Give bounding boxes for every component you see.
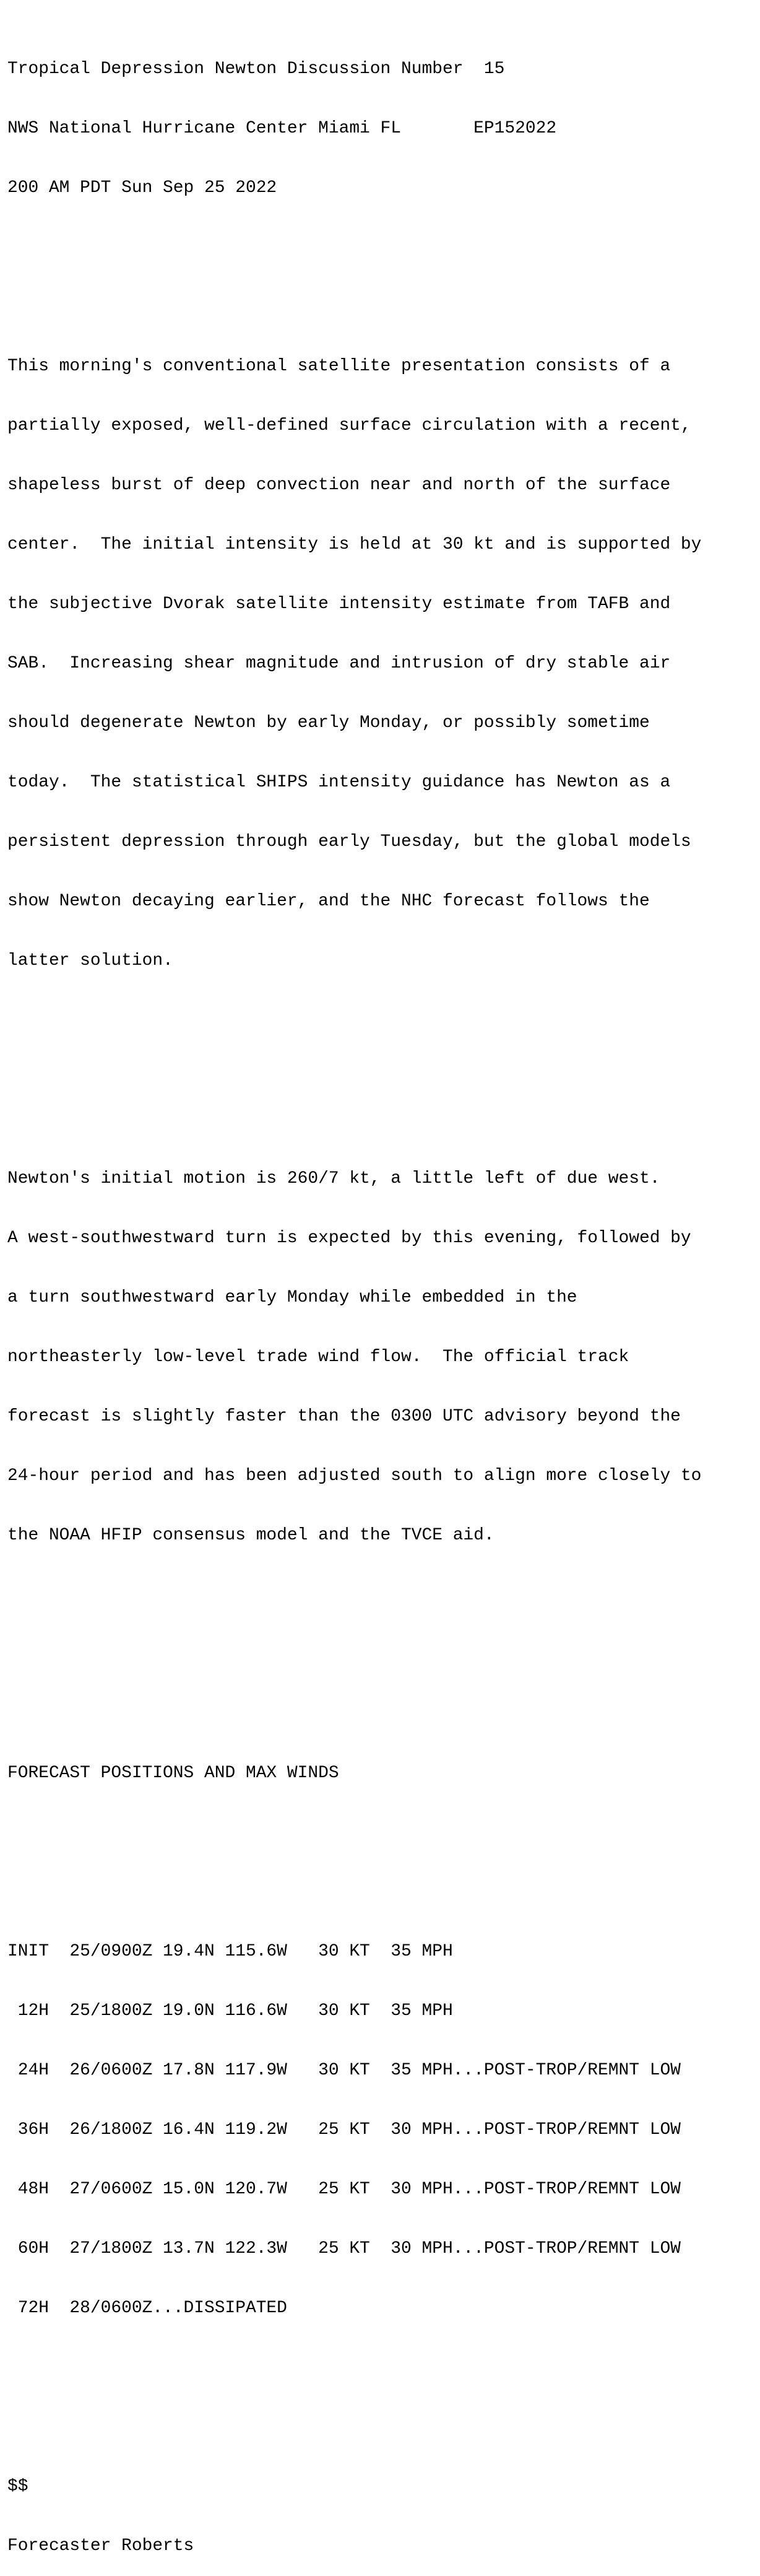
paragraph-line: latter solution. <box>7 951 173 970</box>
forecast-row: 60H 27/1800Z 13.7N 122.3W 25 KT 30 MPH...POST-TROP/REMNT LOW <box>7 2239 681 2258</box>
track-paragraph <box>7 1129 701 1585</box>
paragraph-line: center. The initial intensity is held at 30 kt and is supported by <box>7 535 702 554</box>
issue-time-line: 200 AM PDT Sun Sep 25 2022 <box>7 178 277 198</box>
blank-line <box>7 1823 701 1843</box>
paragraph-line: northeasterly low-level trade wind flow. The official track <box>7 1347 629 1367</box>
blank-line <box>7 1625 701 1645</box>
paragraph-line: forecast is slightly faster than the 0300 UTC advisory beyond the <box>7 1407 681 1426</box>
forecast-row: INIT 25/0900Z 19.4N 115.6W 30 KT 35 MPH <box>7 1942 453 1961</box>
end-separator: $$ <box>7 2477 28 2496</box>
forecast-table <box>7 1902 701 2358</box>
forecast-row: 48H 27/0600Z 15.0N 120.7W 25 KT 30 MPH...POST-TROP/REMNT LOW <box>7 2180 681 2199</box>
office-line: NWS National Hurricane Center Miami FL EP152022 <box>7 119 557 138</box>
forecast-row: 12H 25/1800Z 19.0N 116.6W 30 KT 35 MPH <box>7 2001 453 2021</box>
blank-line <box>7 1684 701 1704</box>
paragraph-line: today. The statistical SHIPS intensity guidance has Newton as a <box>7 773 671 792</box>
forecast-heading: FORECAST POSITIONS AND MAX WINDS <box>7 1764 339 1783</box>
blank-line <box>7 2398 701 2417</box>
forecast-row: 24H 26/0600Z 17.8N 117.9W 30 KT 35 MPH...POST-TROP/REMNT LOW <box>7 2061 681 2080</box>
forecast-row: 72H 28/0600Z...DISSIPATED <box>7 2299 287 2318</box>
paragraph-line: persistent depression through early Tuesday, but the global models <box>7 832 691 851</box>
paragraph-line: shapeless burst of deep convection near and north of the surface <box>7 476 671 495</box>
paragraph-line: Newton's initial motion is 260/7 kt, a little left of due west. <box>7 1169 660 1188</box>
forecast-row: 36H 26/1800Z 16.4N 119.2W 25 KT 30 MPH...POST-TROP/REMNT LOW <box>7 2120 681 2139</box>
paragraph-line: partially exposed, well-defined surface circulation with a recent, <box>7 416 691 435</box>
paragraph-line: a turn southwestward early Monday while embedded in the <box>7 1288 577 1307</box>
paragraph-line: A west-southwestward turn is expected by this evening, followed by <box>7 1229 691 1248</box>
paragraph-line: the NOAA HFIP consensus model and the TVCE aid. <box>7 1526 494 1545</box>
paragraph-line: show Newton decaying earlier, and the NHC forecast follows the <box>7 892 650 911</box>
paragraph-line: the subjective Dvorak satellite intensity estimate from TAFB and <box>7 594 671 614</box>
paragraph-line: 24-hour period and has been adjusted south to align more closely to <box>7 1466 702 1486</box>
title-line: Tropical Depression Newton Discussion Number 15 <box>7 59 505 79</box>
forecaster-signature: Forecaster Roberts <box>7 2536 194 2556</box>
discussion-document <box>7 20 701 2576</box>
paragraph-line: SAB. Increasing shear magnitude and intrusion of dry stable air <box>7 654 671 673</box>
blank-line <box>7 238 701 258</box>
paragraph-line: should degenerate Newton by early Monday, or possibly sometime <box>7 713 650 733</box>
blank-line <box>7 1050 701 1070</box>
paragraph-line: This morning's conventional satellite presentation consists of a <box>7 357 671 376</box>
intensity-paragraph <box>7 317 701 1011</box>
